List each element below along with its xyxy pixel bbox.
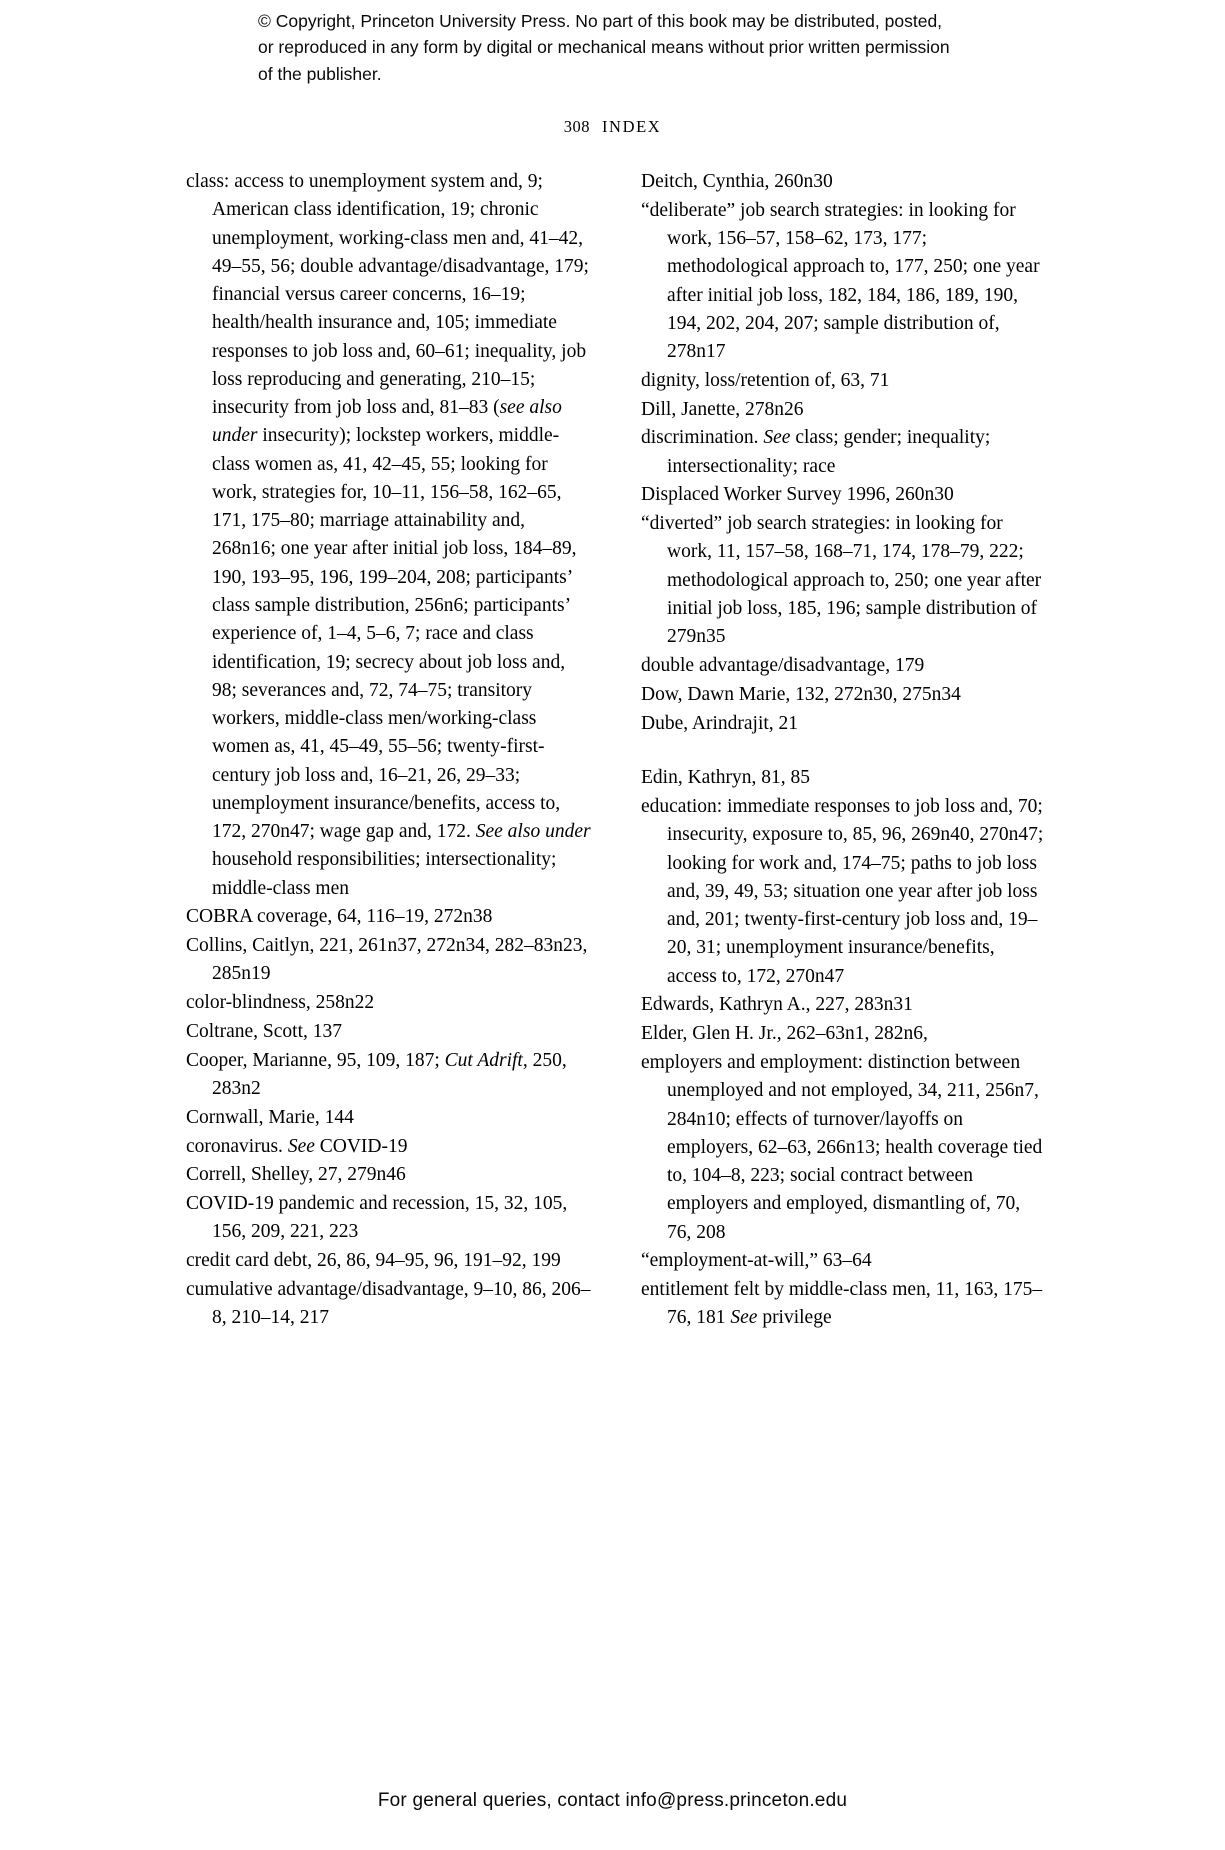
index-entry: Elder, Glen H. Jr., 262–63n1, 282n6,: [641, 1023, 928, 1045]
index-entry: Correll, Shelley, 27, 279n46: [186, 1164, 406, 1186]
index-entry: “deliberate” job search strategies: in looking for work, 156–57, 158–62, 173, 177; methodological approach to, 177, 250; one year after initial job loss, 182, 184, 186, 189, 190, 194, 202, 204, 207; sample distribution of, 278n17: [641, 199, 1040, 363]
index-columns: [186, 168, 1046, 1333]
index-column-right: [641, 168, 1046, 1333]
index-entry: credit card debt, 26, 86, 94–95, 96, 191–92, 199: [186, 1250, 561, 1272]
index-entry: Edwards, Kathryn A., 227, 283n31: [641, 994, 913, 1016]
index-entry: entitlement felt by middle-class men, 11, 163, 175–76, 181 See privilege: [641, 1279, 1043, 1329]
index-entry: Deitch, Cynthia, 260n30: [641, 171, 833, 192]
index-entry: dignity, loss/retention of, 63, 71: [641, 369, 890, 391]
index-entry: “employment-at-will,” 63–64: [641, 1250, 872, 1272]
index-entry: Cooper, Marianne, 95, 109, 187; Cut Adrift, 250, 283n2: [186, 1049, 567, 1099]
index-entry: “diverted” job search strategies: in looking for work, 11, 157–58, 168–71, 174, 178–79, 222; methodological approach to, 250; one year after initial job loss, 185, 196; sample distribution of 279n35: [641, 513, 1042, 648]
index-entry: double advantage/disadvantage, 179: [641, 655, 925, 677]
index-entry: Dill, Janette, 278n26: [641, 398, 804, 420]
index-entry: Collins, Caitlyn, 221, 261n37, 272n34, 282–83n23, 285n19: [186, 935, 588, 985]
index-entry: Dube, Arindrajit, 21: [641, 712, 799, 734]
index-entry: education: immediate responses to job loss and, 70; insecurity, exposure to, 85, 96, 269n40, 270n47; looking for work and, 174–75; paths to job loss and, 39, 49, 53; situation one year after job loss and, 201; twenty-first-century job loss and, 19–20, 31; unemployment insurance/benefits, access to, 172, 270n47: [641, 796, 1044, 987]
index-column-left: [186, 168, 591, 1333]
index-entry: Displaced Worker Survey 1996, 260n30: [641, 484, 954, 506]
index-entry: class: access to unemployment system and, 9; American class identification, 19; chronic unemployment, working-class men and, 41–42, 49–55, 56; double advantage/disadvantage, 179; financial versus career concerns, 16–19; health/health insurance and, 105; immediate responses to job loss and, 60–61; inequality, job loss reproducing and generating, 210–15; insecurity from job loss and, 81–83 (see also under insecurity); lockstep workers, middle-class women as, 41, 42–45, 55; looking for work, strategies for, 10–11, 156–58, 162–65, 171, 175–80; marriage attainability and, 268n16; one year after initial job loss, 184–89, 190, 193–95, 196, 199–204, 208; participants’ class sample distribution, 256n6; participants’ experience of, 1–4, 5–6, 7; race and class identification, 19; secrecy about job loss and, 98; severances and, 72, 74–75; transitory workers, middle-class men/working-class women as, 41, 45–49, 55–56; twenty-first-century job loss and, 16–21, 26, 29–33; unemployment insurance/benefits, access to, 172, 270n47; wage gap and, 172. See also under household responsibilities; intersectionality; middle-class men: [186, 171, 591, 899]
index-entry: coronavirus. See COVID-19: [186, 1135, 408, 1157]
running-head-label: INDEX: [601, 117, 662, 136]
index-entry: employers and employment: distinction between unemployed and not employed, 34, 211, 256n7, 284n10; effects of turnover/layoffs on employers, 62–63, 266n13; health coverage tied to, 104–8, 223; social contract between employers and employed, dismantling of, 70, 76, 208: [641, 1051, 1043, 1243]
index-entry: COBRA coverage, 64, 116–19, 272n38: [186, 906, 493, 928]
index-entry: Coltrane, Scott, 137: [186, 1020, 342, 1042]
index-entry: Cornwall, Marie, 144: [186, 1106, 354, 1128]
index-entry: color-blindness, 258n22: [186, 992, 375, 1014]
footer-notice: For general queries, contact info@press.princeton.edu: [377, 1790, 848, 1811]
copyright-notice: © Copyright, Princeton University Press. No part of this book may be distributed, posted, or reproduced in any form by digital or mechanical means without prior written permission of the publisher.: [258, 11, 950, 84]
index-section-gap: [641, 738, 1046, 764]
page-number: 308: [563, 117, 590, 136]
running-head: [0, 117, 1225, 137]
index-entry: discrimination. See class; gender; inequality; intersectionality; race: [641, 427, 991, 477]
index-entry: COVID-19 pandemic and recession, 15, 32, 105, 156, 209, 221, 223: [186, 1193, 568, 1243]
index-entry: Edin, Kathryn, 81, 85: [641, 767, 810, 789]
index-entry: cumulative advantage/disadvantage, 9–10, 86, 206–8, 210–14, 217: [186, 1278, 591, 1329]
index-entry: Dow, Dawn Marie, 132, 272n30, 275n34: [641, 683, 961, 705]
